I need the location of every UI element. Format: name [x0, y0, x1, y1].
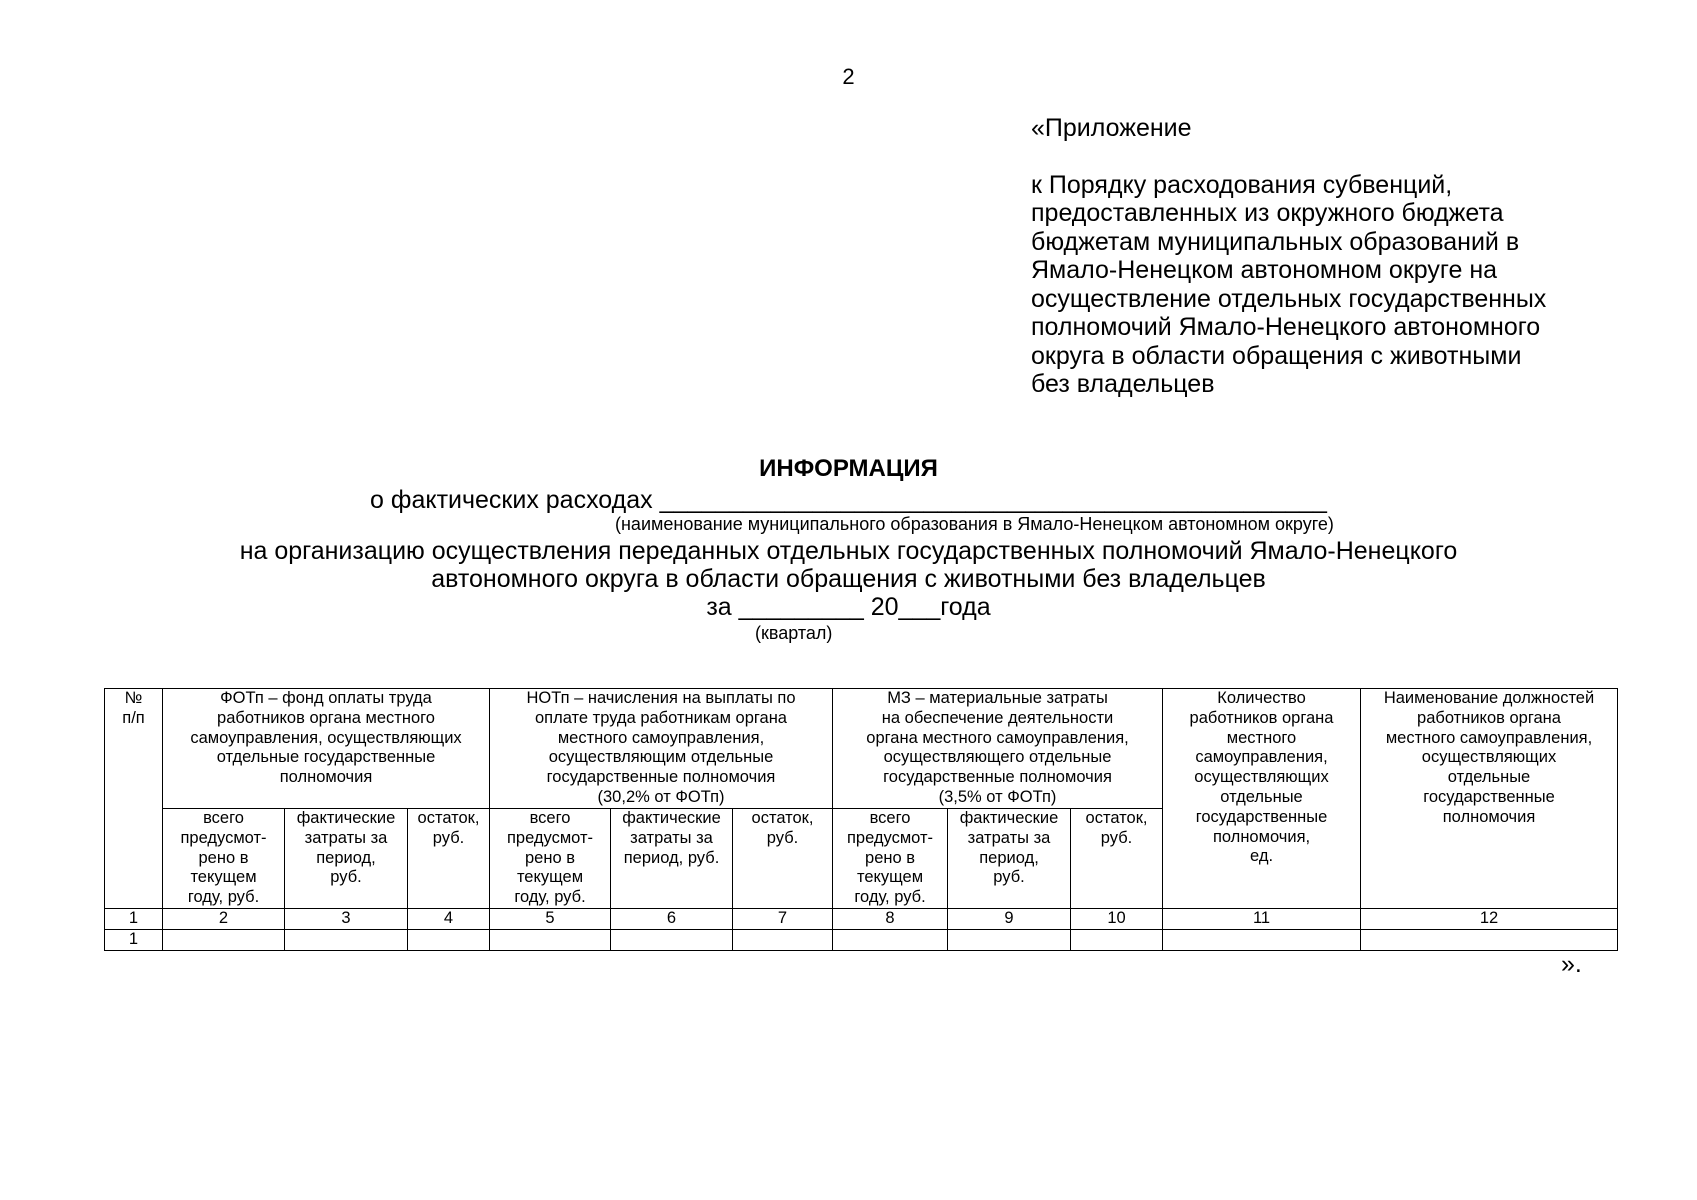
column-number: 3 — [285, 909, 408, 930]
column-number: 12 — [1361, 909, 1618, 930]
column-number: 5 — [490, 909, 611, 930]
table-header-row — [105, 689, 1618, 809]
column-number: 11 — [1163, 909, 1361, 930]
table-cell — [733, 929, 833, 950]
subheader-fot-actual: фактические затраты за период, руб. — [285, 809, 408, 909]
header-mz: МЗ – материальные затраты на обеспечение деятельности органа местного самоуправления, осуществляющего отдельные государственные полномочия (3,5% от ФОТп) — [833, 689, 1163, 809]
header-fot: ФОТп – фонд оплаты труда работников органа местного самоуправления, осуществляющих отдельные государственные полномочия — [163, 689, 490, 809]
column-number: 4 — [408, 909, 490, 930]
appendix-body: к Порядку расходования субвенций, предоставленных из окружного бюджета бюджетам муниципальных образований в Ямало-Ненецком автономном округе на осуществление отдельных государственных полномочий Ямало-Ненецкого автономного округа в области обращения с животными без владельцев — [1031, 170, 1547, 398]
appendix-block — [1031, 114, 1631, 399]
subheader-mz-actual: фактические затраты за период, руб. — [948, 809, 1071, 909]
purpose-line-2: автономного округа в области обращения с животными без владельцев — [431, 565, 1266, 593]
table-cell — [490, 929, 611, 950]
purpose-line-1: на организацию осуществления переданных отдельных государственных полномочий Ямало-Ненецкого — [239, 537, 1458, 565]
header-count: Количество работников органа местного самоуправления, осуществляющих отдельные государственные полномочия, ед. — [1163, 689, 1361, 909]
header-num: № п/п — [105, 689, 163, 909]
subheader-not-total: всего предусмот- рено в текущем году, руб. — [490, 809, 611, 909]
document-heading: ИНФОРМАЦИЯ — [759, 455, 938, 482]
period-line: за _________ 20___года — [706, 593, 991, 621]
table-cell: 1 — [105, 929, 163, 950]
municipal-caption: (наименование муниципального образования в Ямало-Ненецком автономном округе) — [615, 514, 1334, 534]
table-cell — [285, 929, 408, 950]
column-number: 7 — [733, 909, 833, 930]
table-cell — [1361, 929, 1618, 950]
table-cell — [948, 929, 1071, 950]
column-number: 10 — [1071, 909, 1163, 930]
column-number-row — [105, 909, 1618, 930]
table-cell — [833, 929, 948, 950]
subheader-mz-rest: остаток, руб. — [1071, 809, 1163, 909]
subheader-fot-rest: остаток, руб. — [408, 809, 490, 909]
header-positions: Наименование должностей работников органа местного самоуправления, осуществляющих отдельные государственные полномочия — [1361, 689, 1618, 909]
header-not: НОТп – начисления на выплаты по оплате труда работникам органа местного самоуправления, осуществляющим отдельные государственные полномочия (30,2% от ФОТп) — [490, 689, 833, 809]
subheader-mz-total: всего предусмот- рено в текущем году, руб. — [833, 809, 948, 909]
table-cell — [163, 929, 285, 950]
subheader-not-actual: фактические затраты за период, руб. — [611, 809, 733, 909]
appendix-title: «Приложение — [1031, 114, 1192, 142]
report-table — [104, 688, 1618, 951]
column-number: 1 — [105, 909, 163, 930]
table-cell — [1071, 929, 1163, 950]
table-row — [105, 929, 1618, 950]
table-cell — [408, 929, 490, 950]
table-cell — [1163, 929, 1361, 950]
subheader-fot-total: всего предусмот- рено в текущем году, руб. — [163, 809, 285, 909]
column-number: 9 — [948, 909, 1071, 930]
table-cell — [611, 929, 733, 950]
column-number: 6 — [611, 909, 733, 930]
expenses-line: о фактических расходах ________________________________________________ — [370, 486, 1327, 514]
column-number: 8 — [833, 909, 948, 930]
quarter-caption: (квартал) — [755, 623, 833, 643]
column-number: 2 — [163, 909, 285, 930]
page-number: 2 — [842, 64, 855, 89]
closing-quote-mark: ». — [1561, 950, 1582, 978]
subheader-not-rest: остаток, руб. — [733, 809, 833, 909]
